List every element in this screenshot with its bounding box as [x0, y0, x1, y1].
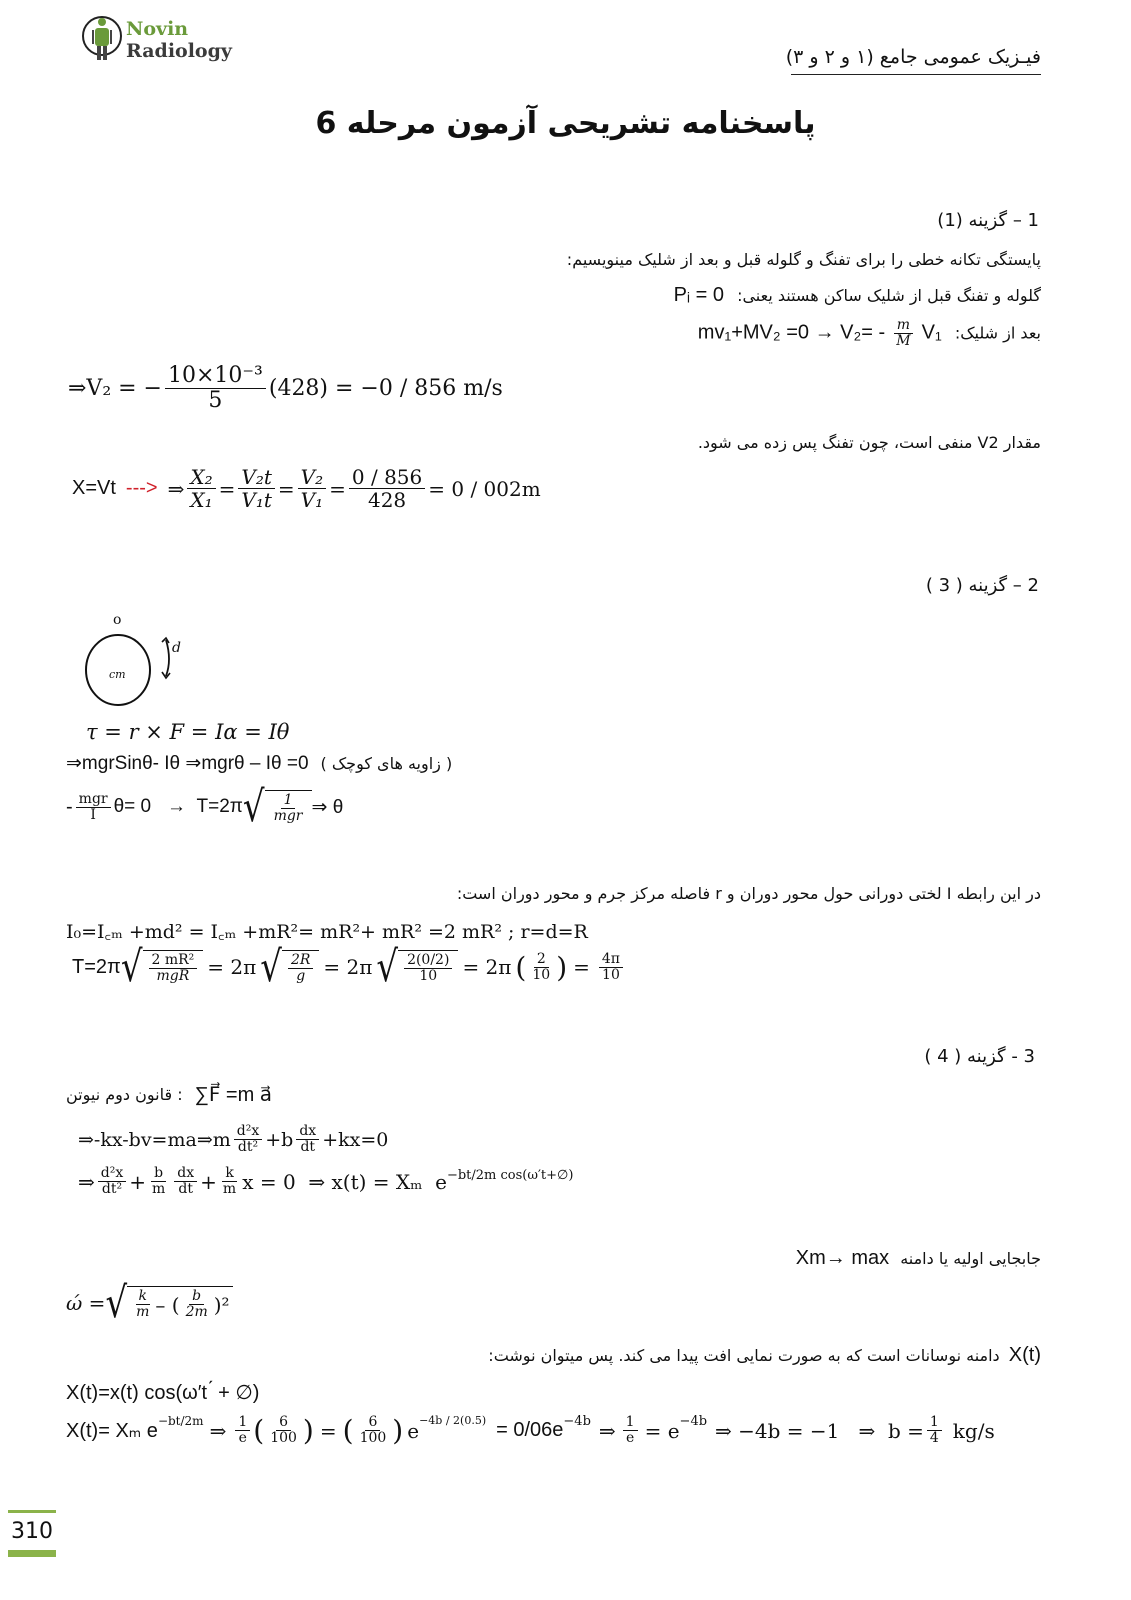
q3-omega-f1	[133, 1289, 152, 1321]
q3-amp-label: جابجایی اولیه یا دامنه	[900, 1249, 1041, 1268]
q1-v2-rhs: (428) = −0 / 856 m/s	[268, 376, 503, 402]
q2-line-a-note: ( زاویه های کوچک )	[320, 754, 453, 773]
q3-omega	[66, 1278, 233, 1329]
q1-ratio-prefix: ⇒	[167, 476, 185, 501]
q1-v2-fraction	[165, 364, 266, 413]
q2-p4-den: 10	[532, 966, 551, 983]
q3-x-e: e	[407, 1418, 420, 1443]
q3-heading: 3 - گزینه ( 4 )	[924, 1046, 1035, 1067]
q3-eq1-f2-den: dt	[300, 1139, 316, 1156]
q3-eq2-f2-den: m	[152, 1181, 166, 1198]
q1-mass-ratio-num: m	[894, 318, 913, 334]
q3-eq1-f2-num: dx	[296, 1124, 319, 1140]
q2-p2-num: 2R	[288, 953, 313, 969]
q2-p5-num: 4π	[599, 952, 623, 968]
pendulum-disk-sketch	[80, 612, 190, 712]
page-number: 310	[11, 1519, 53, 1544]
q1-v2-num: 10×10⁻³	[165, 364, 266, 389]
q3-eq2-plus1: +	[129, 1169, 147, 1194]
q3-x-exp3: −4b	[679, 1414, 708, 1429]
q3-x-eq3: = e	[644, 1418, 680, 1443]
q3-newton	[66, 1082, 272, 1107]
q2-line-b-sqrt: √ $\frac{1}{\text{mgr}}$	[243, 790, 312, 825]
q1-ratio-f3	[298, 466, 326, 511]
q2-period: T=2π √ $\frac{\text{2 mR²}}{\text{mgR}}$ = 2π √ $\frac{2R}{g}$ = 2π √ $\frac{2(0/2)}{10}$ = 2π ( $\frac{2}{10}$ ) = $\frac{4\pi}{10}$	[72, 950, 626, 985]
q3-eq2-f1	[98, 1166, 126, 1198]
q3-xt-note-math: X(t)	[1008, 1344, 1041, 1366]
q2-line-a	[66, 752, 452, 775]
q3-x-f3-num: 1	[927, 1415, 942, 1431]
q2-p2-den: g	[296, 968, 306, 985]
q2-period-sqrt1: √ $\frac{\text{2 mR²}}{\text{mgR}}$	[121, 950, 203, 985]
q1-mass-ratio-den: M	[896, 333, 911, 350]
q2-inertia: I₀=I꜀ₘ +md² = I꜀ₘ +mR²= mR²+ mR² =2 mR² ; r=d=R	[66, 921, 588, 943]
q3-x-exp2: −4b	[563, 1414, 591, 1429]
q2-line-b-den: I	[90, 806, 96, 823]
q2-p-eq1: = 2π	[207, 955, 257, 980]
q1-line3-text: بعد از شلیک:	[954, 323, 1041, 343]
q3-omega-minus: – (	[155, 1292, 180, 1317]
q2-p4-num: 2	[534, 952, 549, 968]
q3-x-paren1	[267, 1415, 300, 1447]
q2-line-b-sqrt-den: mgr	[273, 808, 303, 825]
page-title: پاسخنامه تشریحی آزمون مرحله 6	[315, 106, 816, 141]
q3-x-paren1-den: 100	[270, 1430, 297, 1446]
logo-text-novin: Novin	[126, 18, 189, 40]
q3-eq2-f2	[149, 1166, 168, 1198]
q3-xt-note-text: دامنه نوسانات است که به صورت نمایی افت پیدا می کند. پس میتوان نوشت:	[488, 1346, 1000, 1365]
q3-eq2-f3	[174, 1166, 197, 1198]
q3-omega-pre: ώ =	[66, 1291, 106, 1316]
q3-x-f1	[235, 1415, 250, 1447]
q3-eq2-f4	[220, 1166, 239, 1198]
q1-ratio-f2-den: V₁t	[241, 488, 272, 512]
q3-x-f2	[623, 1415, 638, 1447]
q1-v2-lhs: ⇒V₂ = −	[68, 376, 162, 402]
q1-line1: پایستگی تکانه خطی را برای تفنگ و گلوله قبل و بعد از شلیک مینویسیم:	[566, 250, 1041, 269]
q3-x-unit: kg/s	[952, 1418, 995, 1443]
q1-ratio-line: X=Vt ---> ⇒ $\frac{\text{X₂}}{\text{X₁}}$ = $\frac{\text{V₂t}}{\text{V₁t}}$ = $\frac{\text{V₂}}{\text{V₁}}$ = $\frac{0 / 856}{428}$ = 0 / 002m	[72, 465, 541, 512]
q2-period-pre: T=2π	[72, 955, 121, 978]
q3-omega-f1-num: k	[136, 1289, 150, 1305]
q3-x-tail: ⇒ −4b = −1 ⇒ b =	[715, 1418, 924, 1443]
q3-eq1-f1	[234, 1124, 262, 1156]
logo-figure-icon	[82, 10, 126, 64]
book-title: فیـزیک عمومی جامع (۱ و ۲ و ۳)	[785, 46, 1041, 68]
q3-omega-f2-den: 2m	[185, 1304, 208, 1321]
q2-p-eq4: =	[573, 955, 590, 980]
q2-line-b-frac	[76, 792, 111, 824]
q3-x-f3	[927, 1415, 942, 1447]
q2-sketch-label-cm: cm	[109, 668, 126, 681]
q1-heading: 1 – گزینه (1)	[937, 210, 1039, 231]
q3-x-f2-num: 1	[623, 1415, 638, 1431]
q2-period-sqrt3: √ $\frac{2(0/2)}{10}$	[376, 950, 458, 985]
q3-eq2-f1-num: d²x	[98, 1166, 126, 1182]
q3-x-arrow: ⇒	[598, 1418, 616, 1443]
logo-text-radiology: Radiology	[126, 40, 232, 62]
q3-x-f2-den: e	[625, 1430, 635, 1446]
q2-sketch-label-d: d	[172, 640, 181, 656]
q3-eq1-b: +b	[265, 1128, 294, 1151]
q2-p4-frac	[529, 952, 553, 984]
q3-eq2-f3-num: dx	[174, 1166, 197, 1182]
q2-heading: 2 – گزینه ( 3 )	[925, 575, 1039, 596]
q1-line2-math: Pᵢ = 0	[673, 284, 724, 306]
q3-eq2-exp: −bt/2m cos(ω′t+∅)	[446, 1168, 574, 1183]
q3-x-paren1-num: 6	[276, 1415, 291, 1431]
q3-omega-f1-den: m	[136, 1304, 150, 1321]
q3-xt-line2: X(t)= Xₘ e $^{-bt/2m}$ ⇒ $\frac{1}{e}$ ( $\frac{6}{100}$ ) = ( $\frac{6}{100}$ ) e $^{-4b / 2(0.5)}$ = 0/06e $^{-4b}$ ⇒ $\frac{1}{e}$ = e $^{-4b}$ ⇒ −4b = −1 ⇒ b = $\frac{1}{4}$ kg/s	[66, 1413, 995, 1447]
q1-ratio-f4-num: 0 / 856	[349, 466, 425, 489]
q3-amp	[796, 1247, 1041, 1270]
q1-xvt: X=Vt	[72, 477, 116, 499]
q3-eq1-f1-num: d²x	[234, 1124, 262, 1140]
q2-sketch	[80, 612, 190, 712]
q1-v2-equation	[68, 364, 503, 413]
q3-x-f1-den: e	[238, 1430, 247, 1446]
q3-xt-note	[488, 1344, 1041, 1367]
q2-p1-den: mgR	[156, 968, 190, 985]
q1-line2	[674, 284, 1041, 307]
q2-line-b-sqrt-num: 1	[281, 793, 296, 809]
q1-mass-ratio	[893, 318, 913, 350]
q1-ratio-f2-num: V₂t	[238, 466, 275, 489]
q1-ratio-result: = 0 / 002m	[428, 476, 541, 501]
q3-x-eq1: =	[319, 1418, 337, 1443]
q2-line-b-pre: -	[66, 795, 73, 818]
q3-eq1-f1-den: dt²	[237, 1139, 259, 1156]
logo	[82, 10, 232, 66]
q2-line-b	[66, 782, 344, 833]
q2-p-eq3: = 2π	[462, 955, 512, 980]
q3-eq2-plus2: +	[200, 1169, 217, 1194]
q2-line-b-num: mgr	[76, 792, 111, 808]
q1-line3	[698, 318, 1041, 350]
q3-eq1-a: ⇒-kx-bv=ma⇒m	[78, 1128, 231, 1151]
q1-ratio-f4-den: 428	[367, 488, 407, 512]
q2-line-b-post: ⇒ θ	[311, 796, 344, 818]
q2-line-a-math: ⇒mgrSinθ- Iθ ⇒mgrθ – Iθ =0	[66, 753, 309, 774]
q3-x-paren2-num: 6	[365, 1415, 380, 1431]
q3-eq2	[78, 1166, 573, 1198]
q1-ratio-f1-den: X₁	[190, 488, 213, 512]
q3-xt-line2-exp: −bt/2m	[157, 1414, 204, 1428]
q3-x-f1-num: 1	[235, 1415, 250, 1431]
q3-newton-math: ∑F⃗ =m a⃗	[194, 1084, 273, 1106]
q3-eq2-f2-num: b	[151, 1166, 166, 1182]
q2-p3-den: 10	[419, 968, 438, 985]
page-number-box	[8, 1510, 56, 1557]
q2-line-b-sqrt-frac	[271, 793, 306, 825]
q3-xt-line2-b: ⇒	[209, 1418, 227, 1443]
q2-p5-frac	[599, 952, 623, 984]
q2-torque: τ = r × F = Iα = Iθ	[86, 720, 290, 744]
q1-v2-den: 5	[208, 388, 223, 414]
q3-x-paren2	[357, 1415, 390, 1447]
q3-omega-sqrt: √ $\frac{k}{m}$ – ( $\frac{b}{2m}$ )²	[105, 1286, 232, 1321]
book-title-underline	[791, 74, 1041, 75]
q3-xt-line2-a: X(t)= Xₘ e	[66, 1420, 158, 1442]
q2-p1-num: 2 mR²	[149, 953, 198, 969]
q2-line-b-mid: θ= 0 → T=2π	[113, 796, 243, 818]
q3-x-eq2: = 0/06e	[496, 1419, 564, 1441]
q1-ratio-f1-num: X₂	[187, 466, 215, 489]
q3-amp-math: Xm→ max	[795, 1247, 890, 1269]
q3-eq1-f2	[296, 1124, 319, 1156]
q1-ratio-f3-num: V₂	[298, 466, 326, 489]
q3-eq2-f1-den: dt²	[101, 1181, 123, 1198]
q3-eq1-c: +kx=0	[322, 1128, 389, 1151]
q2-explain: در این رابطه I لختی دورانی حول محور دوران و r فاصله مرکز جرم و محور دوران است:	[456, 884, 1041, 903]
q3-x-paren2-den: 100	[359, 1430, 387, 1446]
q3-omega-f2-num: b	[189, 1289, 204, 1305]
q1-v1: V₁	[921, 321, 942, 344]
q3-eq1	[78, 1124, 388, 1156]
q2-p-eq2: = 2π	[323, 955, 373, 980]
q1-red-arrow: --->	[125, 477, 158, 499]
q1-ratio-f2	[238, 466, 275, 511]
q3-eq2-f4-num: k	[222, 1166, 236, 1182]
q1-v2-note: مقدار V2 منفی است، چون تفنگ پس زده می شود.	[697, 433, 1041, 452]
q1-ratio-f1	[187, 466, 215, 511]
q3-xt-line1: X(t)=x(t) cos(ω′t ́ + ∅)	[66, 1382, 260, 1404]
q3-omega-f2	[183, 1289, 211, 1321]
q3-x-f3-den: 4	[929, 1430, 939, 1446]
q2-period-sqrt2: √ $\frac{2R}{g}$	[260, 950, 319, 985]
q1-line3-math	[698, 318, 942, 350]
q3-omega-post: )²	[213, 1292, 230, 1317]
q3-eq2-f3-den: dt	[178, 1181, 194, 1198]
page-number-bottom-bar	[8, 1550, 56, 1557]
q2-p3-num: 2(0/2)	[404, 953, 452, 969]
q2-p5-den: 10	[602, 966, 620, 983]
q3-eq2-a: ⇒	[78, 1169, 95, 1194]
q3-newton-label: : قانون دوم نیوتن	[66, 1085, 183, 1104]
q2-sketch-label-top: ο	[113, 612, 122, 628]
q3-eq2-b: x = 0 ⇒ x(t) = Xₘ e	[242, 1169, 447, 1194]
q1-ratio-f3-den: V₁	[300, 488, 324, 512]
q3-eq2-f4-den: m	[222, 1181, 237, 1198]
q1-line2-text: گلوله و تفنگ قبل از شلیک ساکن هستند یعنی:	[737, 286, 1041, 305]
q1-ratio-f4	[349, 466, 425, 511]
q1-momentum-eq: mv₁+MV₂ =0 → V₂= -	[697, 321, 886, 344]
q3-x-exp: −4b / 2(0.5)	[419, 1414, 487, 1427]
